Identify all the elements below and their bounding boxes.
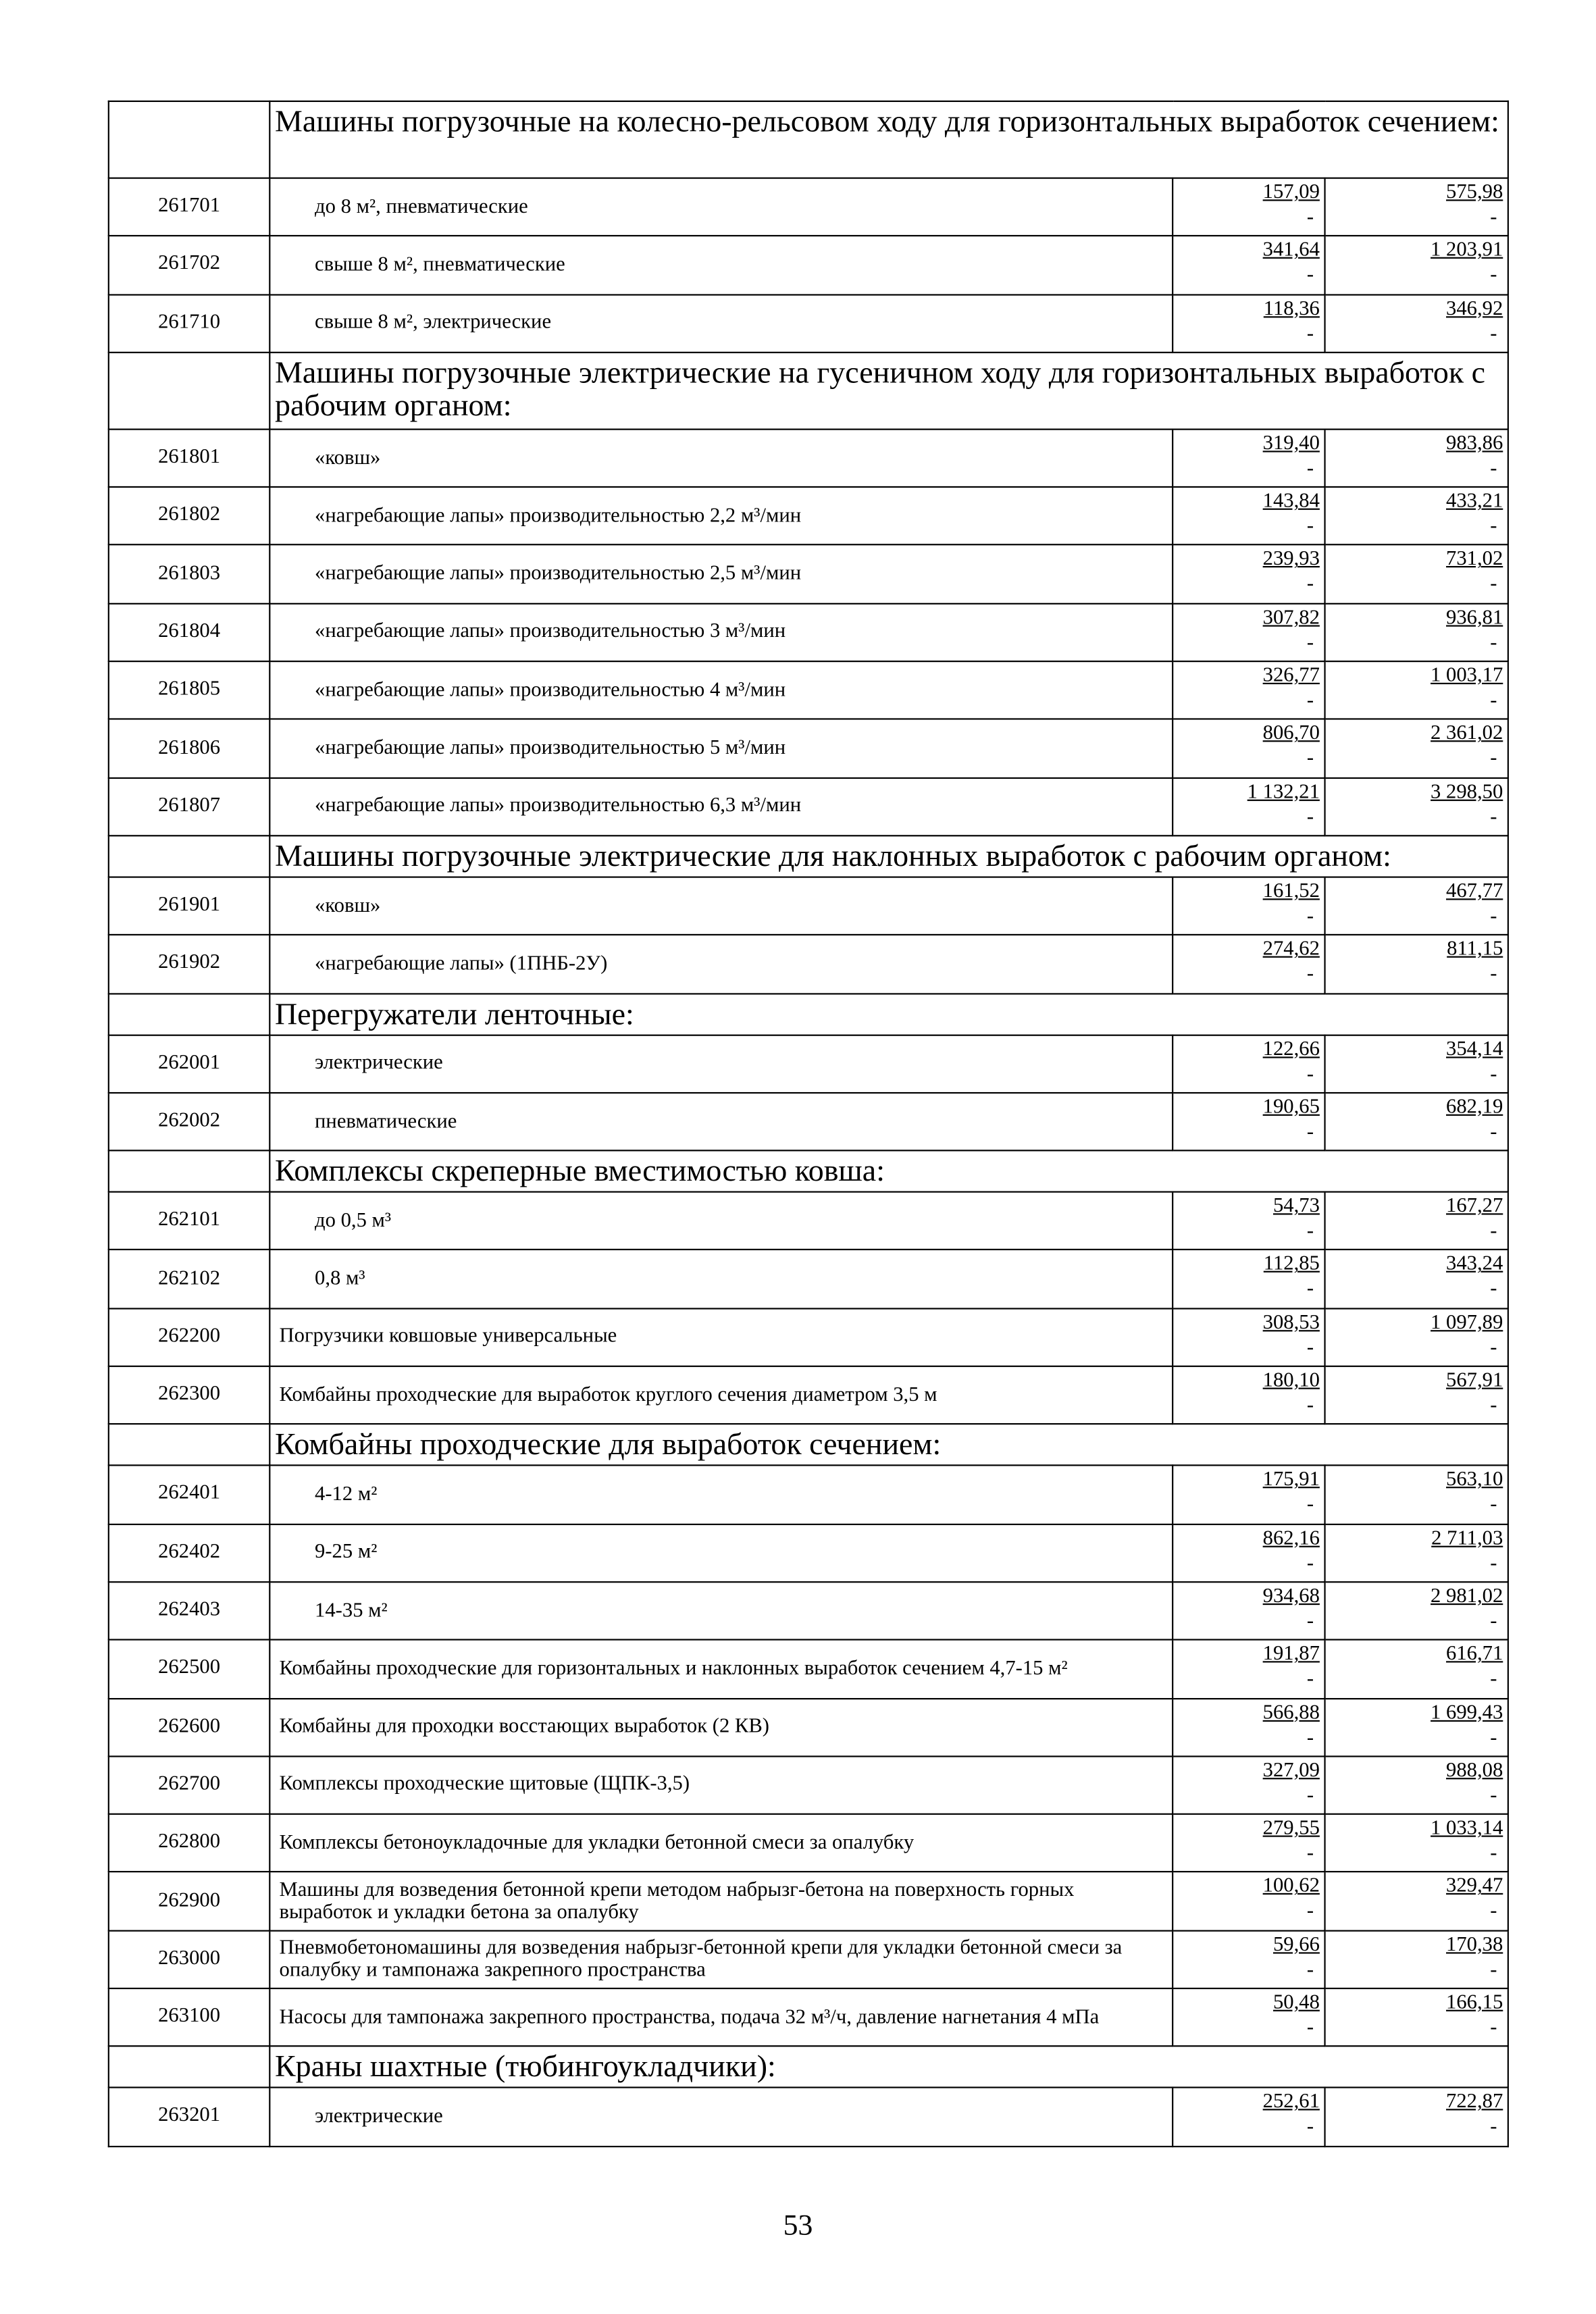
- price-value: 1 132,21: [1247, 781, 1320, 804]
- item-description: 0,8 м³: [269, 1250, 1173, 1308]
- item-code: 261804: [109, 603, 269, 661]
- item-description: до 0,5 м³: [269, 1192, 1173, 1250]
- price-value: 279,55: [1262, 1818, 1320, 1841]
- price-dash: -: [1306, 1337, 1314, 1360]
- price-value: 862,16: [1262, 1527, 1320, 1550]
- price-cell-2: [1325, 661, 1508, 719]
- price-cell-1: [1173, 1524, 1324, 1582]
- price-value: 806,70: [1262, 723, 1320, 746]
- price-value: 59,66: [1272, 1934, 1320, 1957]
- price-cell-1: [1173, 1756, 1324, 1814]
- item-code: 261901: [109, 877, 269, 935]
- price-value: 1 097,89: [1431, 1312, 1503, 1335]
- item-description: Комбайны проходческие для выработок круглого сечения диаметром 3,5 м: [269, 1366, 1173, 1424]
- price-cell-2: [1325, 777, 1508, 835]
- price-cell-1: [1173, 429, 1324, 487]
- price-value: 2 361,02: [1431, 723, 1503, 746]
- item-description: Комплексы проходческие щитовые (ЩПК-3,5): [269, 1756, 1173, 1814]
- item-description: «ковш»: [269, 429, 1173, 487]
- item-description: «нагребающие лапы» производительностью 2,2 м³/мин: [269, 487, 1173, 545]
- item-code: 261805: [109, 661, 269, 719]
- section-header-row: [109, 1151, 1508, 1192]
- price-cell-2: [1325, 1192, 1508, 1250]
- item-code: 261710: [109, 294, 269, 353]
- price-value: 1 203,91: [1431, 240, 1503, 262]
- price-cell-1: [1173, 1930, 1324, 1988]
- item-code: 261801: [109, 429, 269, 487]
- price-cell-1: [1173, 1698, 1324, 1756]
- price-dash: -: [1490, 1610, 1497, 1633]
- price-cell-2: [1325, 1466, 1508, 1524]
- price-value: 354,14: [1446, 1038, 1503, 1061]
- item-description: Погрузчики ковшовые универсальные: [269, 1308, 1173, 1366]
- price-dash: -: [1306, 1063, 1314, 1086]
- section-title: Машины погрузочные на колесно-рельсовом ходу для горизонтальных выработок сечением:: [269, 101, 1508, 178]
- empty-code-cell: [109, 353, 269, 430]
- table-row: [109, 935, 1508, 993]
- empty-code-cell: [109, 101, 269, 178]
- price-value: 731,02: [1446, 548, 1503, 571]
- price-dash: -: [1306, 458, 1314, 480]
- price-value: 157,09: [1262, 182, 1320, 204]
- price-dash: -: [1490, 1901, 1497, 1924]
- table-row: [109, 877, 1508, 935]
- item-code: 262800: [109, 1814, 269, 1872]
- price-dash: -: [1490, 1220, 1497, 1243]
- empty-code-cell: [109, 835, 269, 877]
- price-dash: -: [1490, 964, 1497, 986]
- price-cell-1: [1173, 1582, 1324, 1640]
- price-dash: -: [1306, 323, 1314, 346]
- price-value: 143,84: [1262, 490, 1320, 513]
- item-code: 262001: [109, 1035, 269, 1093]
- item-description: «нагребающие лапы» производительностью 2,5 м³/мин: [269, 545, 1173, 603]
- price-dash: -: [1306, 265, 1314, 288]
- table-row: [109, 1930, 1508, 1988]
- item-description: электрические: [269, 2088, 1173, 2146]
- price-value: 112,85: [1263, 1254, 1320, 1277]
- price-dash: -: [1306, 2116, 1314, 2139]
- table-row: [109, 1524, 1508, 1582]
- table-row: [109, 1756, 1508, 1814]
- price-value: 3 298,50: [1431, 781, 1503, 804]
- price-dash: -: [1306, 1959, 1314, 1982]
- price-cell-1: [1173, 1988, 1324, 2047]
- section-header-row: [109, 353, 1508, 430]
- table-row: [109, 487, 1508, 545]
- price-value: 934,68: [1262, 1585, 1320, 1608]
- price-dash: -: [1306, 1220, 1314, 1243]
- price-dash: -: [1306, 1843, 1314, 1866]
- table-row: [109, 1640, 1508, 1698]
- price-dash: -: [1490, 458, 1497, 480]
- price-cell-1: [1173, 935, 1324, 993]
- table-row: [109, 777, 1508, 835]
- item-code: 262600: [109, 1698, 269, 1756]
- price-dash: -: [1306, 1726, 1314, 1749]
- price-cell-1: [1173, 1308, 1324, 1366]
- price-cell-1: [1173, 1872, 1324, 1930]
- item-description: «ковш»: [269, 877, 1173, 935]
- price-dash: -: [1490, 265, 1497, 288]
- item-code: 262401: [109, 1466, 269, 1524]
- price-value: 239,93: [1262, 548, 1320, 571]
- price-cell-2: [1325, 545, 1508, 603]
- price-cell-1: [1173, 877, 1324, 935]
- item-code: 262002: [109, 1093, 269, 1151]
- price-cell-1: [1173, 545, 1324, 603]
- price-dash: -: [1490, 2116, 1497, 2139]
- item-description: 14-35 м²: [269, 1582, 1173, 1640]
- item-code: 261803: [109, 545, 269, 603]
- price-cell-1: [1173, 603, 1324, 661]
- section-header-row: [109, 835, 1508, 877]
- table-row: [109, 1814, 1508, 1872]
- price-value: 100,62: [1262, 1876, 1320, 1899]
- section-header-row: [109, 1424, 1508, 1466]
- price-dash: -: [1490, 1552, 1497, 1575]
- item-code: 262102: [109, 1250, 269, 1308]
- price-value: 1 699,43: [1431, 1701, 1503, 1724]
- price-value: 161,52: [1262, 880, 1320, 903]
- price-cell-2: [1325, 1698, 1508, 1756]
- price-cell-1: [1173, 1250, 1324, 1308]
- item-description: электрические: [269, 1035, 1173, 1093]
- item-description: Машины для возведения бетонной крепи методом набрызг-бетона на поверхность горных выработок и укладки бетона за опалубку: [269, 1872, 1173, 1930]
- price-cell-2: [1325, 719, 1508, 777]
- table-row: [109, 661, 1508, 719]
- price-cell-2: [1325, 935, 1508, 993]
- price-cell-1: [1173, 487, 1324, 545]
- table-row: [109, 1308, 1508, 1366]
- price-dash: -: [1306, 1279, 1314, 1302]
- price-cell-1: [1173, 719, 1324, 777]
- table-row: [109, 1872, 1508, 1930]
- table-row: [109, 603, 1508, 661]
- price-cell-1: [1173, 178, 1324, 236]
- price-value: 327,09: [1262, 1759, 1320, 1782]
- price-cell-2: [1325, 1582, 1508, 1640]
- price-dash: -: [1490, 906, 1497, 928]
- table-row: [109, 178, 1508, 236]
- empty-code-cell: [109, 993, 269, 1034]
- price-value: 1 033,14: [1431, 1818, 1503, 1841]
- item-code: 262403: [109, 1582, 269, 1640]
- price-value: 988,08: [1446, 1759, 1503, 1782]
- item-description: пневматические: [269, 1093, 1173, 1151]
- item-description: 9-25 м²: [269, 1524, 1173, 1582]
- price-dash: -: [1490, 2017, 1497, 2040]
- price-dash: -: [1490, 1784, 1497, 1807]
- price-dash: -: [1306, 1494, 1314, 1517]
- empty-code-cell: [109, 2047, 269, 2088]
- item-description: Насосы для тампонажа закрепного пространства, подача 32 м³/ч, давление нагнетания 4 мПа: [269, 1988, 1173, 2047]
- price-cell-1: [1173, 661, 1324, 719]
- price-dash: -: [1306, 806, 1314, 829]
- price-value: 467,77: [1446, 880, 1503, 903]
- price-cell-2: [1325, 1930, 1508, 1988]
- price-cell-2: [1325, 1524, 1508, 1582]
- price-cell-2: [1325, 236, 1508, 294]
- price-cell-1: [1173, 1466, 1324, 1524]
- price-cell-2: [1325, 603, 1508, 661]
- table-row: [109, 545, 1508, 603]
- table-row: [109, 2088, 1508, 2146]
- price-value: 341,64: [1262, 240, 1320, 262]
- price-dash: -: [1306, 1395, 1314, 1418]
- item-description: Комплексы бетоноукладочные для укладки бетонной смеси за опалубку: [269, 1814, 1173, 1872]
- table-row: [109, 1466, 1508, 1524]
- price-dash: -: [1490, 1843, 1497, 1866]
- item-description: «нагребающие лапы» производительностью 6,3 м³/мин: [269, 777, 1173, 835]
- price-cell-1: [1173, 294, 1324, 353]
- section-header-row: [109, 101, 1508, 178]
- price-value: 167,27: [1446, 1195, 1503, 1218]
- item-code: 261702: [109, 236, 269, 294]
- price-dash: -: [1490, 1668, 1497, 1691]
- page-number: 53: [783, 2209, 813, 2242]
- price-value: 563,10: [1446, 1469, 1503, 1492]
- price-cell-1: [1173, 1366, 1324, 1424]
- price-cell-1: [1173, 1192, 1324, 1250]
- price-value: 180,10: [1262, 1370, 1320, 1393]
- price-value: 811,15: [1447, 938, 1503, 961]
- price-cell-2: [1325, 487, 1508, 545]
- price-cell-2: [1325, 877, 1508, 935]
- price-value: 308,53: [1262, 1312, 1320, 1335]
- price-dash: -: [1306, 1784, 1314, 1807]
- table-row: [109, 1250, 1508, 1308]
- table-row: [109, 236, 1508, 294]
- price-value: 50,48: [1272, 1992, 1320, 2015]
- price-cell-2: [1325, 1756, 1508, 1814]
- section-title: Перегружатели ленточные:: [269, 993, 1508, 1034]
- section-title: Машины погрузочные электрические для наклонных выработок с рабочим органом:: [269, 835, 1508, 877]
- price-dash: -: [1490, 806, 1497, 829]
- table-row: [109, 1192, 1508, 1250]
- price-dash: -: [1490, 323, 1497, 346]
- price-cell-2: [1325, 429, 1508, 487]
- price-cell-2: [1325, 1988, 1508, 2047]
- price-cell-1: [1173, 2088, 1324, 2146]
- table-row: [109, 1093, 1508, 1151]
- table-row: [109, 1366, 1508, 1424]
- item-description: 4-12 м²: [269, 1466, 1173, 1524]
- table-row: [109, 294, 1508, 353]
- price-value: 722,87: [1446, 2091, 1503, 2114]
- item-description: «нагребающие лапы» производительностью 4 м³/мин: [269, 661, 1173, 719]
- price-cell-2: [1325, 1366, 1508, 1424]
- price-cell-2: [1325, 1035, 1508, 1093]
- item-description: свыше 8 м², электрические: [269, 294, 1173, 353]
- price-cell-2: [1325, 1093, 1508, 1151]
- item-code: 261902: [109, 935, 269, 993]
- price-value: 252,61: [1262, 2091, 1320, 2114]
- price-dash: -: [1490, 1337, 1497, 1360]
- price-dash: -: [1306, 2017, 1314, 2040]
- item-code: 262200: [109, 1308, 269, 1366]
- price-value: 346,92: [1446, 298, 1503, 320]
- price-cell-2: [1325, 1250, 1508, 1308]
- price-cell-1: [1173, 777, 1324, 835]
- price-dash: -: [1490, 1726, 1497, 1749]
- price-dash: -: [1490, 1279, 1497, 1302]
- item-description: Комбайны для проходки восстающих выработок (2 КВ): [269, 1698, 1173, 1756]
- price-dash: -: [1306, 748, 1314, 771]
- price-cell-1: [1173, 1640, 1324, 1698]
- price-value: 983,86: [1446, 432, 1503, 455]
- price-dash: -: [1306, 964, 1314, 986]
- price-dash: -: [1306, 632, 1314, 654]
- price-cell-2: [1325, 1814, 1508, 1872]
- price-value: 166,15: [1446, 1992, 1503, 2015]
- item-description: «нагребающие лапы» производительностью 5 м³/мин: [269, 719, 1173, 777]
- price-dash: -: [1490, 1121, 1497, 1144]
- price-dash: -: [1490, 632, 1497, 654]
- price-dash: -: [1306, 1668, 1314, 1691]
- price-cell-2: [1325, 1640, 1508, 1698]
- price-value: 2 711,03: [1431, 1527, 1503, 1550]
- price-dash: -: [1490, 574, 1497, 596]
- item-description: до 8 м², пневматические: [269, 178, 1173, 236]
- price-value: 54,73: [1272, 1195, 1320, 1218]
- price-value: 175,91: [1262, 1469, 1320, 1492]
- price-dash: -: [1306, 574, 1314, 596]
- price-value: 190,65: [1262, 1096, 1320, 1119]
- item-code: 262700: [109, 1756, 269, 1814]
- price-cell-2: [1325, 178, 1508, 236]
- price-value: 191,87: [1262, 1643, 1320, 1666]
- table-row: [109, 1988, 1508, 2047]
- price-dash: -: [1490, 1063, 1497, 1086]
- empty-code-cell: [109, 1424, 269, 1466]
- item-code: 262500: [109, 1640, 269, 1698]
- price-value: 616,71: [1446, 1643, 1503, 1666]
- price-value: 307,82: [1262, 607, 1320, 629]
- price-value: 682,19: [1446, 1096, 1503, 1119]
- item-code: 262101: [109, 1192, 269, 1250]
- price-cell-2: [1325, 1872, 1508, 1930]
- item-description: «нагребающие лапы» (1ПНБ-2У): [269, 935, 1173, 993]
- table-row: [109, 1698, 1508, 1756]
- price-value: 575,98: [1446, 182, 1503, 204]
- item-code: 261802: [109, 487, 269, 545]
- price-value: 274,62: [1262, 938, 1320, 961]
- item-code: 263000: [109, 1930, 269, 1988]
- price-dash: -: [1306, 1121, 1314, 1144]
- price-value: 566,88: [1262, 1701, 1320, 1724]
- price-dash: -: [1490, 1395, 1497, 1418]
- price-value: 1 003,17: [1431, 665, 1503, 688]
- table-row: [109, 429, 1508, 487]
- item-code: 262900: [109, 1872, 269, 1930]
- item-description: свыше 8 м², пневматические: [269, 236, 1173, 294]
- item-code: 262300: [109, 1366, 269, 1424]
- table-row: [109, 1582, 1508, 1640]
- section-title: Комбайны проходческие для выработок сечением:: [269, 1424, 1508, 1466]
- price-value: 326,77: [1262, 665, 1320, 688]
- price-dash: -: [1306, 1610, 1314, 1633]
- price-dash: -: [1490, 1959, 1497, 1982]
- item-code: 263201: [109, 2088, 269, 2146]
- price-cell-1: [1173, 1093, 1324, 1151]
- price-dash: -: [1306, 1552, 1314, 1575]
- price-cell-1: [1173, 1814, 1324, 1872]
- price-cell-1: [1173, 1035, 1324, 1093]
- price-value: 433,21: [1446, 490, 1503, 513]
- price-value: 319,40: [1262, 432, 1320, 455]
- price-dash: -: [1490, 516, 1497, 538]
- price-dash: -: [1490, 748, 1497, 771]
- section-title: Комплексы скреперные вместимостью ковша:: [269, 1151, 1508, 1192]
- price-value: 122,66: [1262, 1038, 1320, 1061]
- price-value: 329,47: [1446, 1876, 1503, 1899]
- item-code: 263100: [109, 1988, 269, 2047]
- section-title: Машины погрузочные электрические на гусеничном ходу для горизонтальных выработок с рабочим органом:: [269, 353, 1508, 430]
- price-value: 343,24: [1446, 1254, 1503, 1277]
- item-description: «нагребающие лапы» производительностью 3 м³/мин: [269, 603, 1173, 661]
- price-dash: -: [1306, 207, 1314, 230]
- item-code: 261701: [109, 178, 269, 236]
- section-header-row: [109, 993, 1508, 1034]
- price-cell-1: [1173, 236, 1324, 294]
- section-title: Краны шахтные (тюбингоукладчики):: [269, 2047, 1508, 2088]
- item-description: Пневмобетономашины для возведения набрызг-бетонной крепи для укладки бетонной смеси за опалубку и тампонажа закрепного пространства: [269, 1930, 1173, 1988]
- price-value: 170,38: [1446, 1934, 1503, 1957]
- table-row: [109, 719, 1508, 777]
- item-code: 261807: [109, 777, 269, 835]
- price-dash: -: [1306, 690, 1314, 713]
- price-dash: -: [1490, 690, 1497, 713]
- price-cell-2: [1325, 294, 1508, 353]
- item-code: 262402: [109, 1524, 269, 1582]
- price-dash: -: [1490, 1494, 1497, 1517]
- table-row: [109, 1035, 1508, 1093]
- price-dash: -: [1306, 906, 1314, 928]
- section-header-row: [109, 2047, 1508, 2088]
- price-cell-2: [1325, 1308, 1508, 1366]
- price-dash: -: [1490, 207, 1497, 230]
- empty-code-cell: [109, 1151, 269, 1192]
- price-value: 2 981,02: [1431, 1585, 1503, 1608]
- price-table: [108, 101, 1509, 2147]
- price-value: 118,36: [1263, 298, 1320, 320]
- price-cell-2: [1325, 2088, 1508, 2146]
- item-description: Комбайны проходческие для горизонтальных и наклонных выработок сечением 4,7-15 м²: [269, 1640, 1173, 1698]
- price-dash: -: [1306, 516, 1314, 538]
- item-code: 261806: [109, 719, 269, 777]
- price-value: 567,91: [1446, 1370, 1503, 1393]
- price-value: 936,81: [1446, 607, 1503, 629]
- price-dash: -: [1306, 1901, 1314, 1924]
